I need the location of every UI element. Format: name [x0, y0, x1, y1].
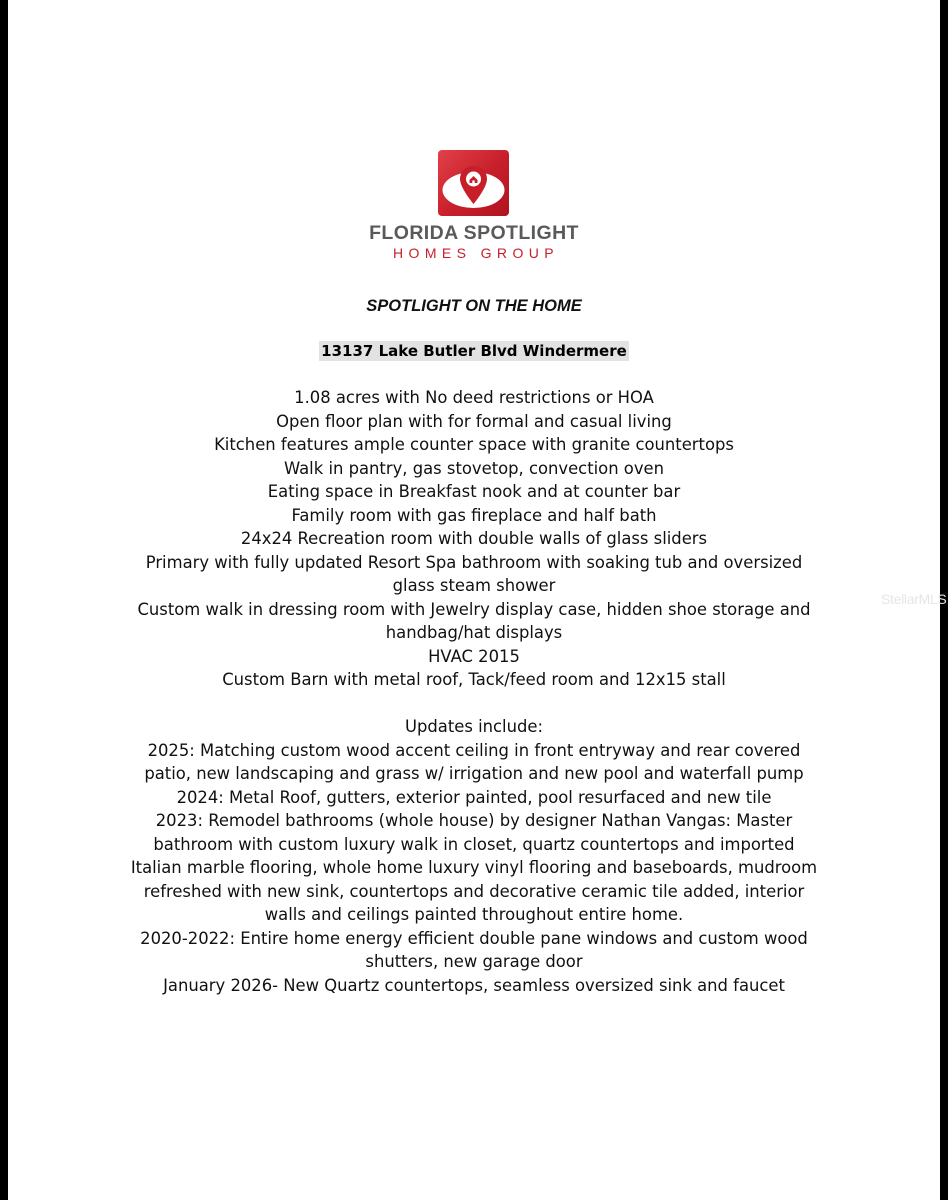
property-address: 13137 Lake Butler Blvd Windermere: [321, 342, 627, 360]
feature-line: 24x24 Recreation room with double walls of glass sliders: [240, 529, 708, 548]
logo-company-name: FLORIDA SPOTLIGHT: [369, 222, 579, 244]
update-line: 2025: Matching custom wood accent ceiling in front entryway and rear covered: [147, 740, 801, 760]
document-page: [8, 0, 947, 1200]
house-pin-logo-icon: [438, 150, 509, 216]
feature-line: Eating space in Breakfast nook and at counter bar: [267, 482, 681, 501]
updates-heading: Updates include:: [404, 717, 544, 736]
update-line: Italian marble flooring, whole home luxury vinyl flooring and baseboards, mudroom: [130, 858, 818, 877]
update-line: 2023: Remodel bathrooms (whole house) by designer Nathan Vangas: Master: [155, 811, 793, 830]
feature-line: Custom Barn with metal roof, Tack/feed room and 12x15 stall: [222, 670, 726, 689]
update-line: 2020-2022: Entire home energy efficient double pane windows and custom wood: [140, 928, 808, 948]
mls-watermark: StellarMLS: [881, 591, 947, 607]
update-line: bathroom with custom luxury walk in closet, quartz countertops and imported: [153, 834, 795, 854]
feature-line: Custom walk in dressing room with Jewelry display case, hidden shoe storage and: [137, 599, 811, 619]
update-line: shutters, new garage door: [365, 952, 583, 971]
feature-line: Open floor plan with for formal and casual living: [276, 411, 672, 431]
update-line: 2024: Metal Roof, gutters, exterior painted, pool resurfaced and new tile: [176, 787, 772, 807]
feature-line: handbag/hat displays: [385, 623, 563, 642]
logo-company-subtitle: HOMES GROUP: [393, 245, 559, 261]
update-line: January 2026- New Quartz countertops, seamless oversized sink and faucet: [163, 975, 785, 995]
feature-line: Family room with gas fireplace and half bath: [291, 505, 657, 525]
update-line: patio, new landscaping and grass w/ irrigation and new pool and waterfall pump: [144, 764, 804, 783]
feature-line: Kitchen features ample counter space with granite countertops: [214, 435, 734, 454]
feature-line: glass steam shower: [392, 576, 556, 595]
feature-line: Primary with fully updated Resort Spa bathroom with soaking tub and oversized: [145, 552, 803, 572]
feature-line: 1.08 acres with No deed restrictions or HOA: [294, 388, 654, 407]
features-list: [8, 386, 940, 692]
feature-line: HVAC 2015: [428, 646, 520, 666]
update-line: walls and ceilings painted throughout entire home.: [264, 905, 684, 924]
update-line: refreshed with new sink, countertops and decorative ceramic tile added, interior: [143, 881, 805, 901]
updates-list: [8, 715, 940, 997]
address-row: [8, 341, 940, 361]
feature-line: Walk in pantry, gas stovetop, convection oven: [283, 458, 665, 478]
document-title: SPOTLIGHT ON THE HOME: [366, 297, 582, 315]
